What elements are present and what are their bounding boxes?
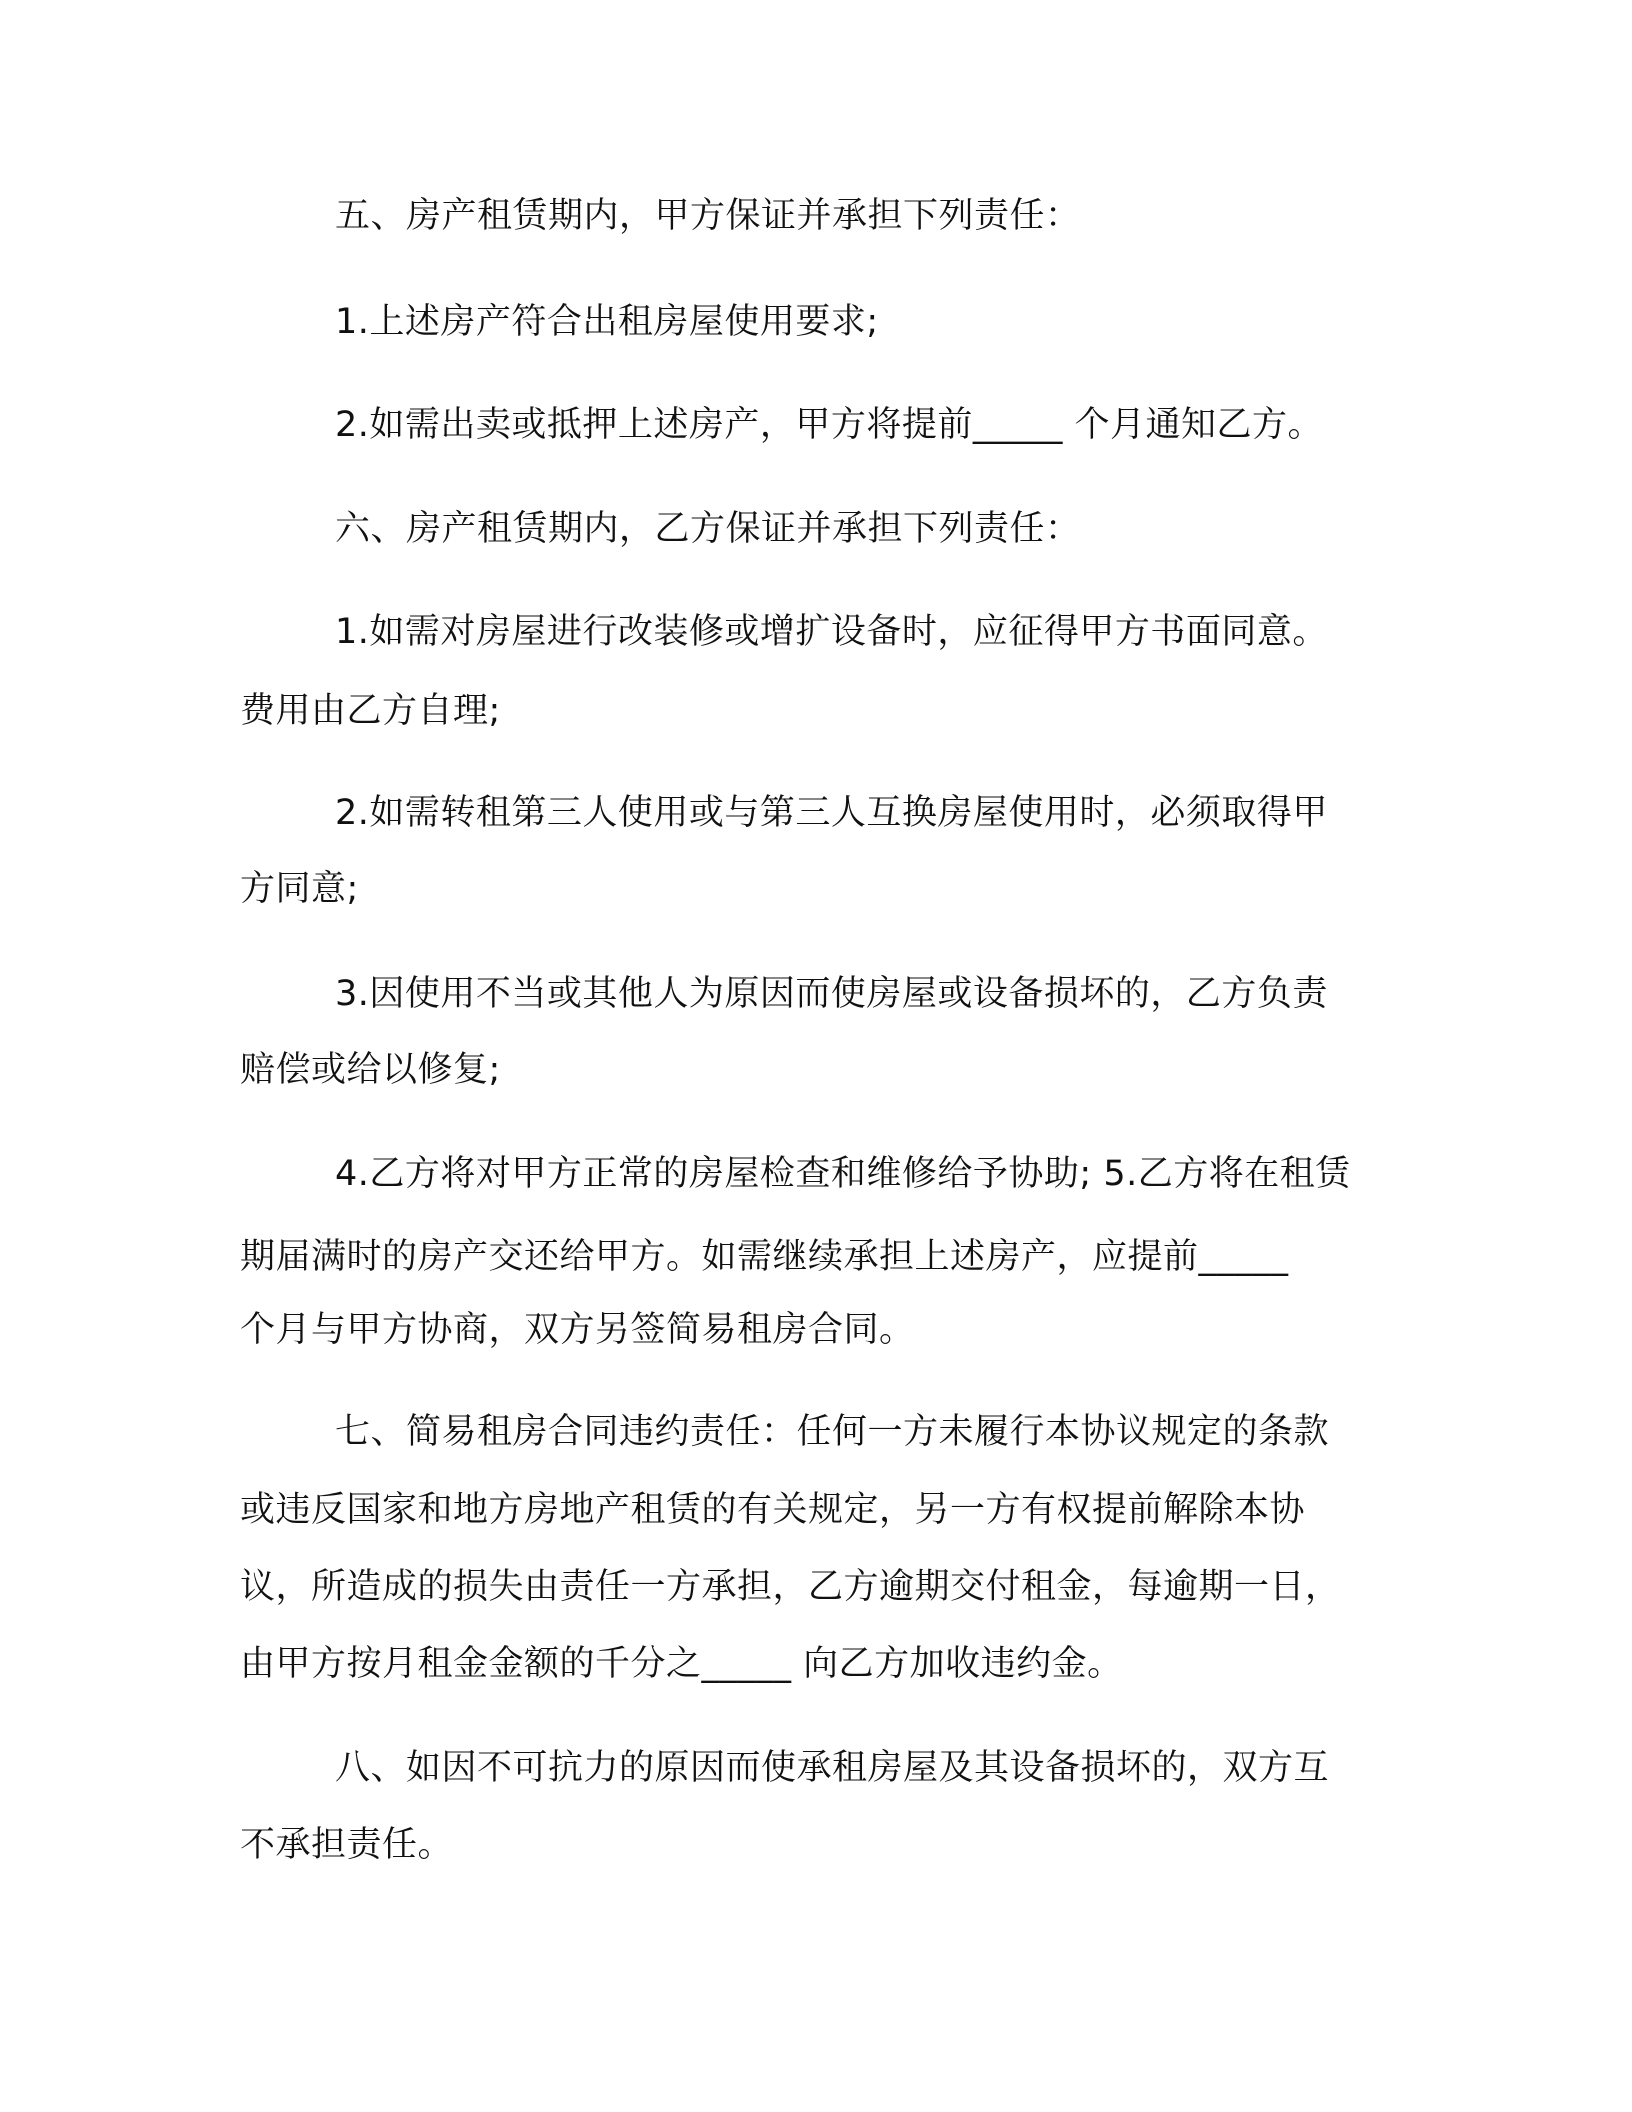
- section-7-heading: 七、简易租房合同违约责任：任何一方未履行本协议规定的条款: [335, 1412, 1330, 1452]
- section-6-heading: 六、房产租赁期内，乙方保证并承担下列责任：: [335, 509, 1081, 549]
- section-6-item-5-cont-1: 期届满时的房产交还给甲方。如需继续承担上述房产，应提前_____: [240, 1237, 1289, 1277]
- section-5-heading: 五、房产租赁期内，甲方保证并承担下列责任：: [335, 196, 1081, 236]
- section-6-item-2-cont: 方同意;: [240, 869, 359, 909]
- section-8-heading: 八、如因不可抗力的原因而使承租房屋及其设备损坏的，双方互: [335, 1748, 1330, 1788]
- section-5-item-2: 2.如需出卖或抵押上述房产，甲方将提前_____ 个月通知乙方。: [335, 405, 1324, 445]
- section-6-item-1: 1.如需对房屋进行改装修或增扩设备时，应征得甲方书面同意。: [335, 612, 1328, 652]
- section-6-item-3-cont: 赔偿或给以修复;: [240, 1050, 501, 1090]
- section-6-item-4: 4.乙方将对甲方正常的房屋检查和维修给予协助; 5.乙方将在租赁: [335, 1154, 1351, 1194]
- section-6-item-5-cont-2: 个月与甲方协商，双方另签简易租房合同。: [240, 1310, 915, 1350]
- section-6-item-3: 3.因使用不当或其他人为原因而使房屋或设备损坏的，乙方负责: [335, 974, 1328, 1014]
- section-7-cont-1: 或违反国家和地方房地产租赁的有关规定，另一方有权提前解除本协: [240, 1490, 1306, 1530]
- section-7-cont-3: 由甲方按月租金金额的千分之_____ 向乙方加收违约金。: [240, 1644, 1123, 1684]
- section-5-item-1: 1.上述房产符合出租房屋使用要求;: [335, 302, 879, 342]
- section-8-cont: 不承担责任。: [240, 1825, 454, 1865]
- section-6-item-1-cont: 费用由乙方自理;: [240, 691, 501, 731]
- section-7-cont-2: 议，所造成的损失由责任一方承担，乙方逾期交付租金，每逾期一日，: [240, 1567, 1341, 1607]
- section-6-item-2: 2.如需转租第三人使用或与第三人互换房屋使用时，必须取得甲: [335, 793, 1328, 833]
